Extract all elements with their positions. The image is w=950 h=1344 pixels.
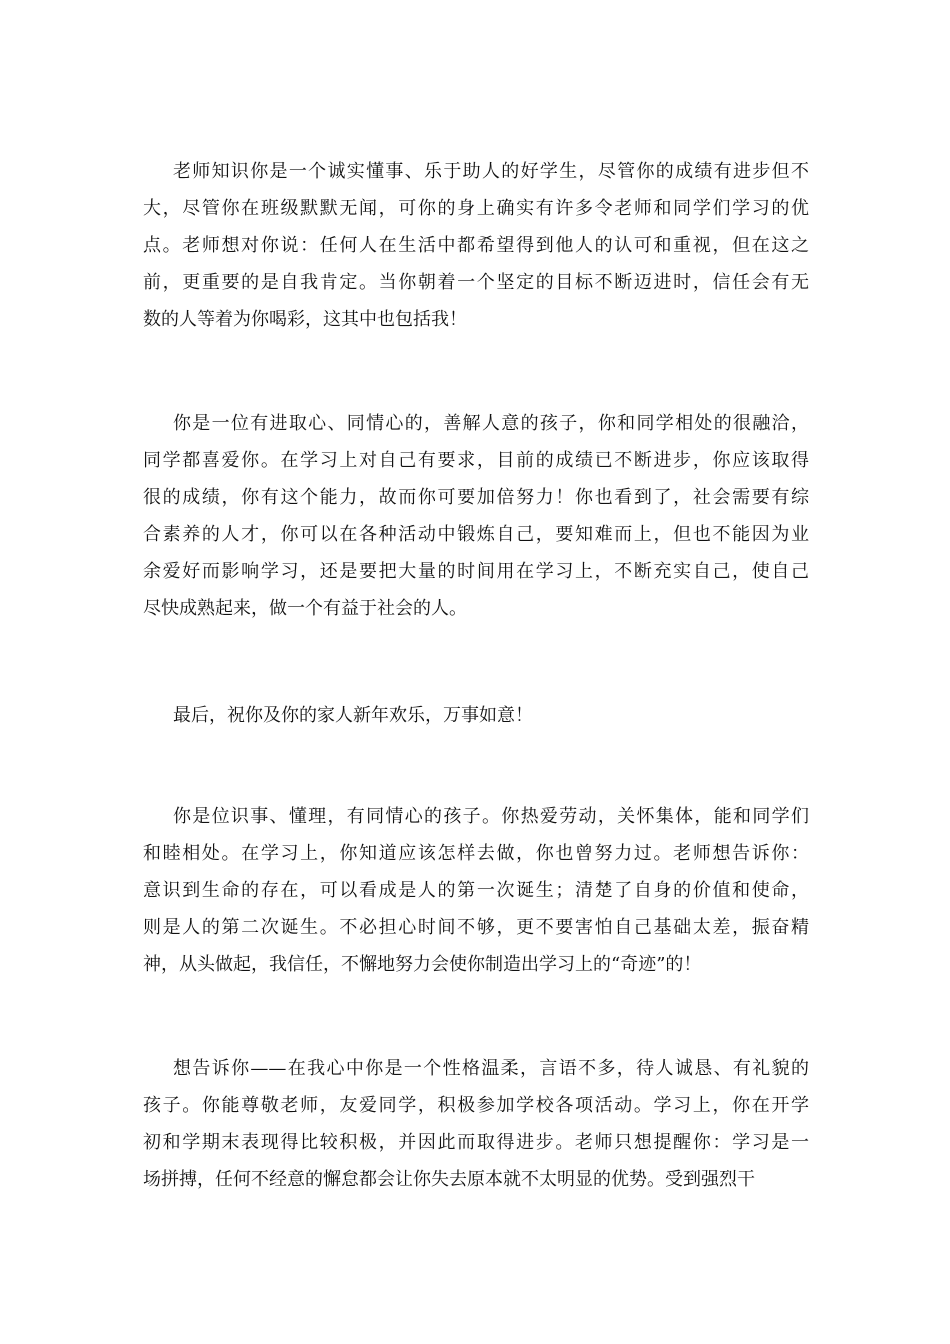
text-line: 大，尽管你在班级默默无闻，可你的身上确实有许多令老师和同学们学习的优 bbox=[143, 198, 809, 219]
text-line: 你是位识事、懂理，有同情心的孩子。你热爱劳动，关怀集体，能和同学们 bbox=[173, 806, 809, 827]
text-line: 初和学期末表现得比较积极，并因此而取得进步。老师只想提醒你：学习是一 bbox=[143, 1132, 809, 1153]
text-line: 你是一位有进取心、同情心的，善解人意的孩子，你和同学相处的很融洽， bbox=[173, 413, 809, 434]
text-line: 场拼搏，任何不经意的懈怠都会让你失去原本就不太明显的优势。受到强烈干 bbox=[143, 1169, 755, 1190]
text-line: 意识到生命的存在，可以看成是人的第一次诞生；清楚了自身的价值和使命， bbox=[143, 880, 809, 901]
text-line: 则是人的第二次诞生。不必担心时间不够，更不要害怕自己基础太差，振奋精 bbox=[143, 917, 809, 938]
text-line: 想告诉你——在我心中你是一个性格温柔，言语不多，待人诚恳、有礼貌的 bbox=[173, 1058, 809, 1079]
text-line: 余爱好而影响学习，还是要把大量的时间用在学习上，不断充实自己，使自己 bbox=[143, 561, 809, 582]
text-line: 同学都喜爱你。在学习上对自己有要求，目前的成绩已不断进步，你应该取得 bbox=[143, 450, 809, 471]
paragraph-2 bbox=[143, 405, 809, 627]
text-line: 最后，祝你及你的家人新年欢乐，万事如意！ bbox=[173, 705, 533, 726]
text-line: 尽快成熟起来，做一个有益于社会的人。 bbox=[143, 598, 467, 619]
text-line: 数的人等着为你喝彩，这其中也包括我！ bbox=[143, 309, 467, 330]
text-line: 很的成绩，你有这个能力，故而你可要加倍努力！你也看到了，社会需要有综 bbox=[143, 487, 809, 508]
text-line: 合素养的人才，你可以在各种活动中锻炼自己，要知难而上，但也不能因为业 bbox=[143, 524, 809, 545]
paragraph-5 bbox=[143, 1050, 809, 1198]
paragraph-3 bbox=[143, 697, 809, 734]
text-line: 前，更重要的是自我肯定。当你朝着一个坚定的目标不断迈进时，信任会有无 bbox=[143, 272, 809, 293]
text-line: 神，从头做起，我信任，不懈地努力会使你制造出学习上的“奇迹”的！ bbox=[143, 954, 702, 975]
text-line: 老师知识你是一个诚实懂事、乐于助人的好学生，尽管你的成绩有进步但不 bbox=[173, 161, 809, 182]
paragraph-1 bbox=[143, 153, 809, 338]
paragraph-4 bbox=[143, 798, 809, 983]
text-line: 和睦相处。在学习上，你知道应该怎样去做，你也曾努力过。老师想告诉你： bbox=[143, 843, 809, 864]
text-line: 点。老师想对你说：任何人在生活中都希望得到他人的认可和重视，但在这之 bbox=[143, 235, 809, 256]
text-line: 孩子。你能尊敬老师，友爱同学，积极参加学校各项活动。学习上，你在开学 bbox=[143, 1095, 809, 1116]
